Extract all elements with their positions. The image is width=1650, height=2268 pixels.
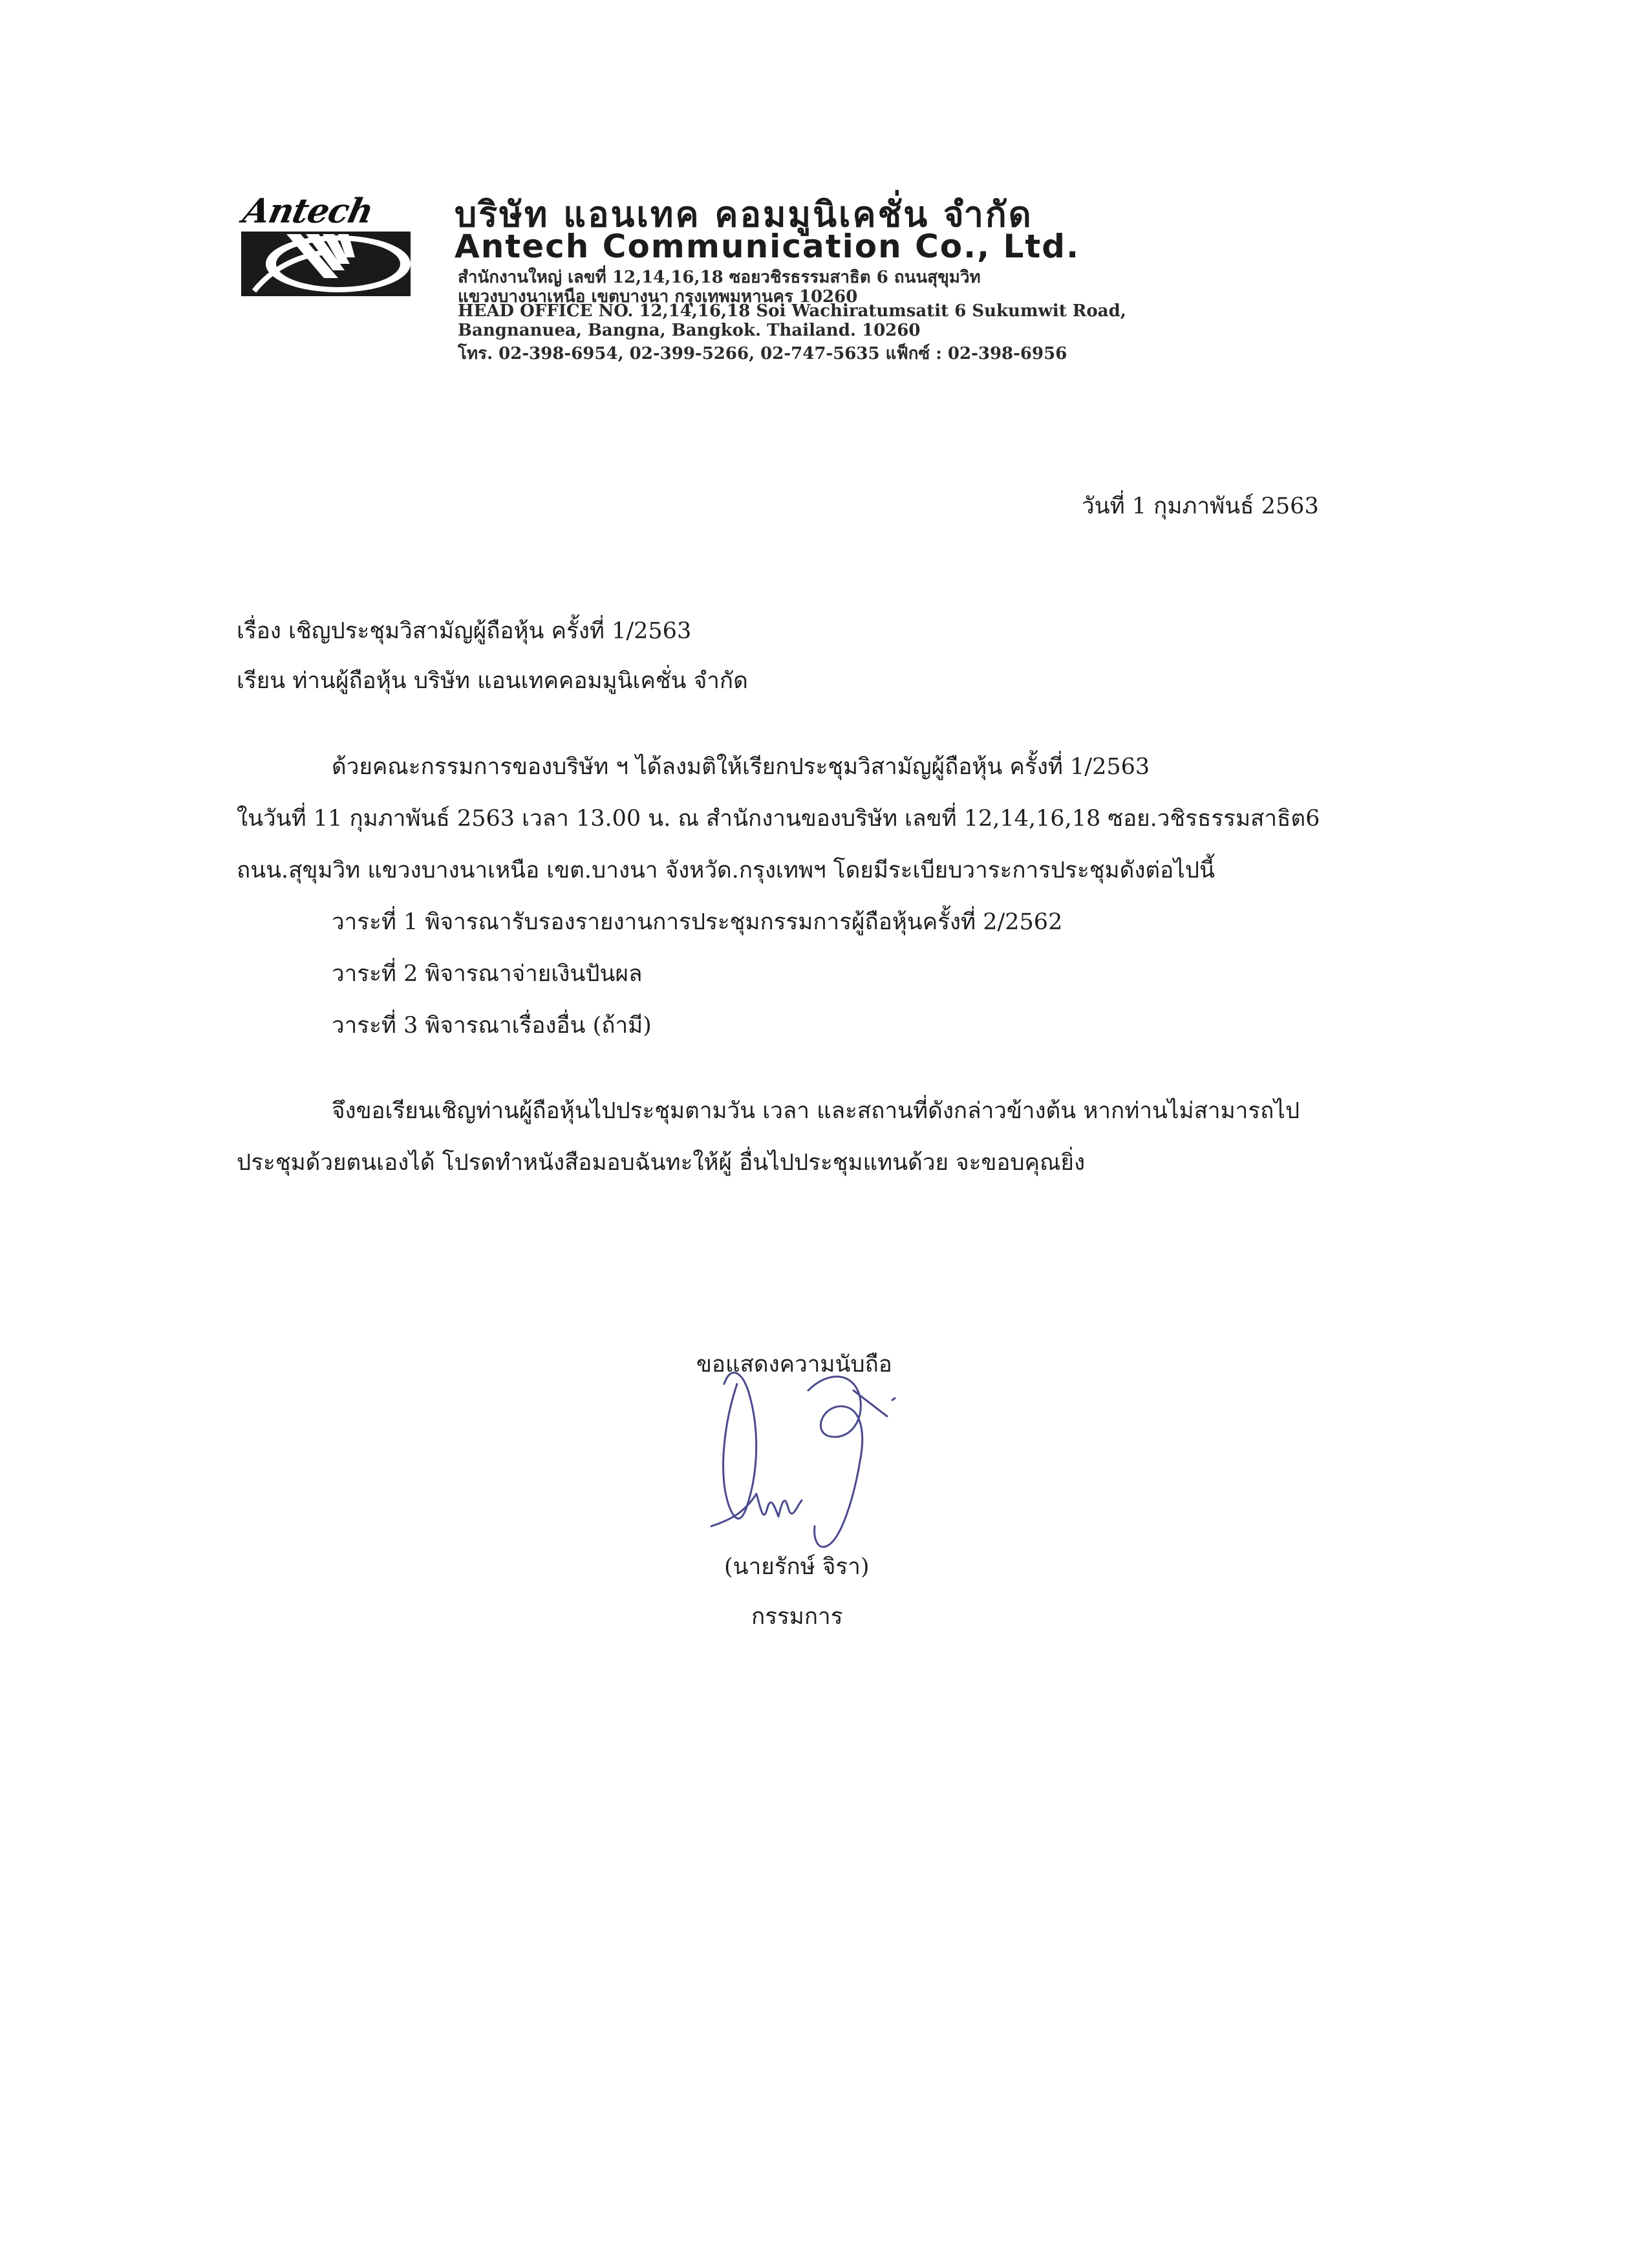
letter-subject: เรื่อง เชิญประชุมวิสามัญผู้ถือหุ้น ครั้งที่ 1/2563 bbox=[237, 618, 692, 644]
agenda-item-1: วาระที่ 1 พิจารณารับรองรายงานการประชุมกรรมการผู้ถือหุ้นครั้งที่ 2/2562 bbox=[332, 909, 1063, 935]
paragraph-1-line: ถนน.สุขุมวิท แขวงบางนาเหนือ เขต.บางนา จังหวัด.กรุงเทพฯ โดยมีระเบียบวาระการประชุมดังต่อไปนี้ bbox=[237, 858, 1215, 883]
closing-salutation: ขอแสดงความนับถือ bbox=[696, 1352, 892, 1377]
company-name-thai: บริษัท แอนเทค คอมมูนิเคชั่น จำกัด bbox=[455, 194, 1033, 235]
letter-date: วันที่ 1 กุมภาพันธ์ 2563 bbox=[1082, 493, 1319, 519]
handwritten-signature bbox=[698, 1345, 905, 1565]
address-english-line-2: Bangnanuea, Bangna, Bangkok. Thailand. 10260 bbox=[458, 321, 921, 340]
signer-name: (นายรักษ์ จิรา) bbox=[724, 1554, 870, 1580]
company-name-english: Antech Communication Co., Ltd. bbox=[455, 228, 1080, 265]
address-english-line-1: HEAD OFFICE NO. 12,14,16,18 Soi Wachiratumsatit 6 Sukumwit Road, bbox=[458, 301, 1126, 321]
letter-recipient: เรียน ท่านผู้ถือหุ้น บริษัท แอนเทคคอมมูนิเคชั่น จำกัด bbox=[237, 668, 748, 694]
logo-wordmark: Antech bbox=[239, 191, 377, 231]
signer-title: กรรมการ bbox=[751, 1604, 843, 1630]
address-thai-line-1: สำนักงานใหญ่ เลขที่ 12,14,16,18 ซอยวชิรธรรมสาธิต 6 ถนนสุขุมวิท bbox=[458, 268, 981, 287]
contact-numbers: โทร. 02-398-6954, 02-399-5266, 02-747-5635 แฟ็กซ์ : 02-398-6956 bbox=[458, 344, 1067, 363]
address-thai-line-2: แขวงบางนาเหนือ เขตบางนา กรุงเทพมหานคร 10260 bbox=[458, 287, 858, 307]
paragraph-1-line: ด้วยคณะกรรมการของบริษัท ฯ ได้ลงมติให้เรียกประชุมวิสามัญผู้ถือหุ้น ครั้งที่ 1/2563 bbox=[332, 754, 1150, 780]
paragraph-2-line: ประชุมด้วยตนเองได้ โปรดทำหนังสือมอบฉันทะให้ผู้ อื่นไปประชุมแทนด้วย จะขอบคุณยิ่ง bbox=[237, 1150, 1086, 1176]
paragraph-1-line: ในวันที่ 11 กุมภาพันธ์ 2563 เวลา 13.00 น. ณ สำนักงานของบริษัท เลขที่ 12,14,16,18 ซอย.วชิรธรรมสาธิต6 bbox=[237, 806, 1320, 832]
agenda-item-3: วาระที่ 3 พิจารณาเรื่องอื่น (ถ้ามี) bbox=[332, 1013, 652, 1039]
paragraph-2-line: จึงขอเรียนเชิญท่านผู้ถือหุ้นไปประชุมตามวัน เวลา และสถานที่ดังกล่าวข้างต้น หากท่านไม่สามารถไป bbox=[332, 1098, 1300, 1124]
agenda-item-2: วาระที่ 2 พิจารณาจ่ายเงินปันผล bbox=[332, 961, 643, 987]
